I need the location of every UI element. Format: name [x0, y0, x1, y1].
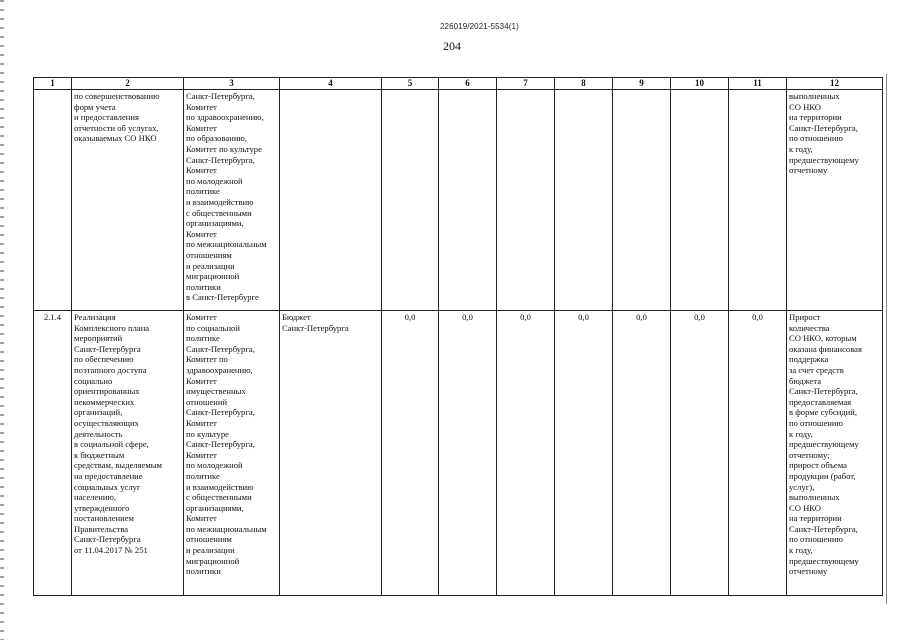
column-header: 12	[787, 78, 883, 90]
plan-table	[33, 77, 883, 596]
table-row	[34, 311, 883, 596]
value-cell: 0,0	[729, 311, 787, 596]
value-cell	[555, 90, 613, 311]
expected-result-cell: выполненных СО НКО на территории Санкт-Петербурга, по отношению к году, предшествующему отчетному	[787, 90, 883, 311]
value-cell: 0,0	[613, 311, 671, 596]
row-code-cell	[34, 90, 72, 311]
activity-name-cell: Реализация Комплексного плана мероприятий Санкт-Петербурга по обеспечению поэтапного доступа социально ориентированных некоммерческих организаций, осуществляющих деятельность в социальной сфере, к бюджетным средствам, выделяемым на предоставление социальных услуг населению, утвержденного постановлением Правительства Санкт-Петербурга от 11.04.2017 № 251	[72, 311, 184, 596]
column-header: 7	[497, 78, 555, 90]
scan-right-edge-line	[886, 74, 887, 604]
funding-source-cell: Бюджет Санкт-Петербурга	[280, 311, 382, 596]
column-header: 9	[613, 78, 671, 90]
value-cell	[382, 90, 439, 311]
page-number: 204	[443, 39, 461, 53]
column-header: 2	[72, 78, 184, 90]
value-cell	[671, 90, 729, 311]
value-cell: 0,0	[555, 311, 613, 596]
column-header: 3	[184, 78, 280, 90]
value-cell	[497, 90, 555, 311]
row-code-cell: 2.1.4	[34, 311, 72, 596]
value-cell: 0,0	[671, 311, 729, 596]
table-row	[34, 90, 883, 311]
expected-result-cell: Прирост количества СО НКО, которым оказана финансовая поддержка за счет средств бюджета Санкт-Петербурга, предоставляемая в форме субсидий, по отношению к году, предшествующему отчетному; прирост объема продукции (работ, услуг), выполненных СО НКО на территории Санкт-Петербурга, по отношению к году, предшествующему отчетному	[787, 311, 883, 596]
value-cell: 0,0	[439, 311, 497, 596]
table-header-row	[34, 78, 883, 90]
responsible-executor-cell: Санкт-Петербурга, Комитет по здравоохранению, Комитет по образованию, Комитет по культуре Санкт-Петербурга, Комитет по молодежной политике и взаимодействию с общественными организациями, Комитет по межнациональным отношениям и реализации миграционной политики в Санкт-Петербурге	[184, 90, 280, 311]
column-header: 11	[729, 78, 787, 90]
value-cell: 0,0	[382, 311, 439, 596]
value-cell	[613, 90, 671, 311]
column-header: 5	[382, 78, 439, 90]
activity-name-cell: по совершенствованию форм учета и предоставления отчетности об услугах, оказываемых СО НКО	[72, 90, 184, 311]
scan-edge-marks	[0, 0, 4, 640]
column-header: 8	[555, 78, 613, 90]
column-header: 6	[439, 78, 497, 90]
document-registration-number: 226019/2021-5534(1)	[440, 22, 519, 31]
funding-source-cell	[280, 90, 382, 311]
value-cell	[729, 90, 787, 311]
responsible-executor-cell: Комитет по социальной политике Санкт-Петербурга, Комитет по здравоохранению, Комитет имущественных отношений Санкт-Петербурга, Комитет по культуре Санкт-Петербурга, Комитет по молодежной политике и взаимодействию с общественными организациями, Комитет по межнациональным отношениям и реализации миграционной политики	[184, 311, 280, 596]
column-header: 10	[671, 78, 729, 90]
column-header: 1	[34, 78, 72, 90]
value-cell: 0,0	[497, 311, 555, 596]
column-header: 4	[280, 78, 382, 90]
value-cell	[439, 90, 497, 311]
